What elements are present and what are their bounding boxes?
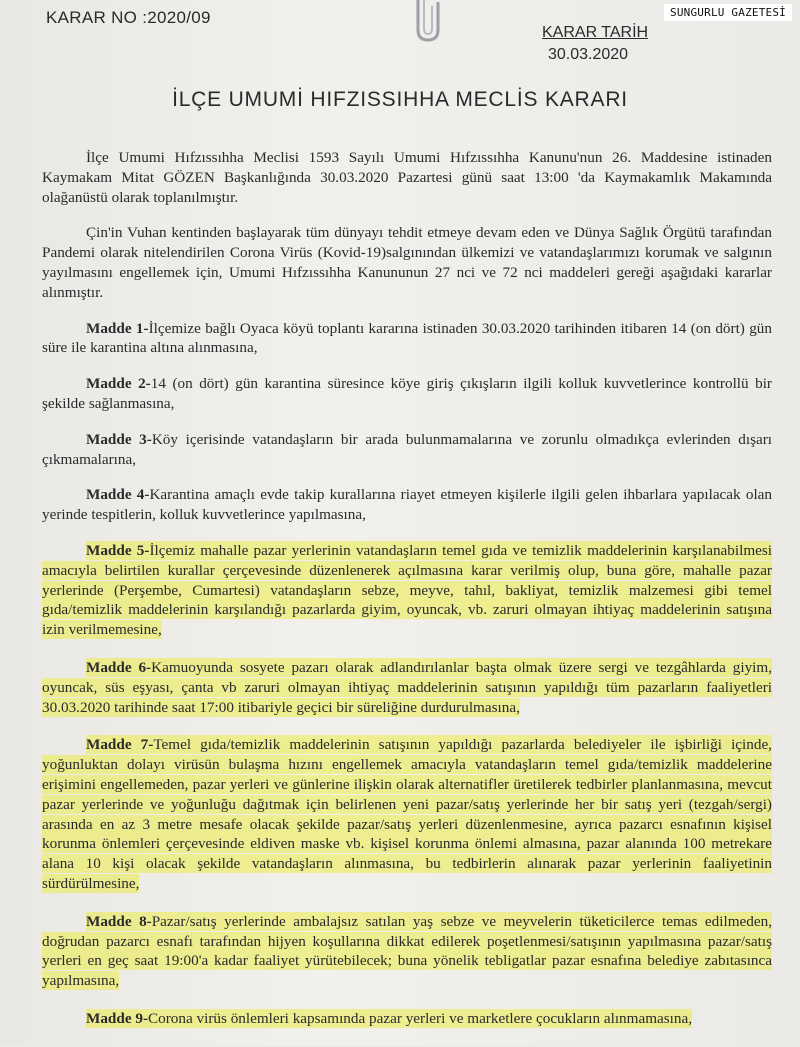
madde-text: İlçemize bağlı Oyaca köyü toplantı kararına istinaden 30.03.2020 tarihinden itibaren 14 (on dört) gün süre ile karantina altına alınmasına, [42,319,772,357]
madde-text: Köy içerisinde vatandaşların bir arada bulunmamalarına ve zorunlu olmadıkça evlerinden dışarı çıkmamalarına, [42,430,773,468]
karar-tarih-label: KARAR TARİH [542,24,649,41]
madde-label: Madde 3- [86,430,152,448]
madde-label: Madde 2- [86,375,151,393]
madde-label: Madde 8- [86,912,152,930]
madde-text: Pazar/satış yerlerinde ambalajsız satılan yaş sebze ve meyvelerin tüketicilerce temas edilmeden, doğrudan pazarcı esnafı tarafından hijyen koşullarına dikkat edilerek poşetlenmesi/satışının yapılmasına pazar/satış yerleri en geç saat 19:00'a kadar faaliyet yürütebilecek; buna yönelik tebligatlar pazar esnafına belediye zabıtasınca yapılmasına, [42,912,772,990]
document-body [42,148,772,1047]
madde-label: Madde 4- [86,486,150,504]
madde-9 [42,1009,772,1029]
madde-label: Madde 1- [86,319,149,337]
madde-text: Karantina amaçlı evde takip kurallarına riayet etmeyen kişilerle ilgili gelen ihbarlara yapılacak olan yerinde tespitlerin, kolluk kuvvetlerince yapılmasına, [42,486,772,524]
madde-1 [42,319,772,359]
madde-label: Madde 6- [86,658,152,676]
madde-text: Kamuoyunda sosyete pazarı olarak adlandırılanlar başta olmak üzere sergi ve tezgâhlarda giyim, oyuncak, süs eşyası, çanta vb zaruri olmayan ihtiyaç maddelerinin satışının yapıldığı tüm pazarların faaliyetleri 30.03.2020 tarihinde saat 17:00 itibariyle geçici bir süreliğine durdurulmasına, [42,658,772,716]
highlighted-text [42,541,772,639]
intro-paragraph-1: İlçe Umumi Hıfzıssıhha Meclisi 1593 Sayılı Umumi Hıfzıssıhha Kanunu'nun 26. Maddesine istinaden Kaymakam Mitat GÖZEN Başkanlığında 30.03.2020 Pazartesi günü saat 13:00 'da Kaymakamlık Makamında olağanüstü olarak toplanılmıştır. [42,149,772,206]
madde-label: Madde 9- [86,1009,149,1027]
madde-8 [42,912,772,991]
paperclip-icon [408,0,448,44]
intro-paragraph-2: Çin'in Vuhan kentinden başlayarak tüm dünyayı tehdit etmeye devam eden ve Dünya Sağlık Örgütü tarafından Pandemi olarak nitelendirilen Corona Virüs (Kovid-19)salgınından ülkemizi ve vatandaşlarımızı korumak ve salgının yayılmasını engellemek için, Umumi Hıfzıssıhha Kanununun 27 nci ve 72 nci maddeleri gereği aşağıdaki kararlar alınmıştır. [42,224,772,301]
highlighted-text [42,658,772,717]
madde-6 [42,658,772,717]
madde-text: Temel gıda/temizlik maddelerinin satışının yapıldığı pazarlarda belediyeler ile işbirliği içinde, yoğunluktan dolayı virüsün bulaşma hızını engellemek amacıyla vatandaşların temel gıda/temizlik maddelerine erişimini engellemeden, pazar yerleri ve günlerine ilişkin olarak alternatifler üretilerek tedbirler planlanmasına, mevcut pazar yerlerinde ve yoğunluğu dağıtmak için belirlenen yeni pazar/satış yerlerinde her bir satış yeri (tezgah/sergi) arasında en az 3 metre mesafe olacak şekilde pazar/satış yerleri düzenlenmesine, ayrıca pazarcı esnafının kişisel korunma önlemleri çerçevesinde eldiven maske vb. kişisel korunma önlemi almasına, pazar alanında 100 metrekare alana 10 kişi olacak şekilde vatandaşların alınmasına, bu tedbirlerin alınarak pazar yerlerinin faaliyetinin sürdürülmesine, [42,736,772,892]
madde-text: İlçemiz mahalle pazar yerlerinin vatandaşların temel gıda ve temizlik maddelerinin karşılanabilmesi amacıyla belirtilen kurallar çerçevesinde düzenlenerek açılmasına karar verilmiş olup, buna göre, mahalle pazar yerlerinde (Perşembe, Cumartesi) vatandaşların sebze, meyve, tahıl, bakliyat, temizlik malzemesi gibi temel gıda/temizlik maddelerinin karşılandığı pazarlarda giyim, oyuncak, vb. zaruri olmayan ihtiyaç maddelerinin satışına izin verilmemesine, [42,541,773,639]
highlighted-text [42,912,772,990]
madde-text: Corona virüs önlemleri kapsamında pazar yerleri ve marketlere çocukların alınmamasına, [148,1009,693,1027]
madde-3 [42,430,772,470]
madde-7 [42,735,772,893]
watermark: SUNGURLU GAZETESİ [664,4,792,21]
madde-5 [42,541,772,640]
highlighted-text [42,735,772,893]
document-title: İLÇE UMUMİ HIFZISSIHHA MECLİS KARARI [172,88,628,111]
madde-text: 14 (on dört) gün karantina süresince köye giriş çıkışların ilgili kolluk kuvvetlerince kontrollü bir şekilde sağlanmasına, [42,375,772,412]
madde-4 [42,485,772,525]
karar-tarih-value: 30.03.2020 [548,46,629,63]
madde-label: Madde 7- [86,736,154,754]
madde-2 [42,374,772,414]
highlighted-text [86,1009,692,1028]
karar-no: KARAR NO :2020/09 [46,8,211,27]
madde-label: Madde 5- [86,541,150,559]
